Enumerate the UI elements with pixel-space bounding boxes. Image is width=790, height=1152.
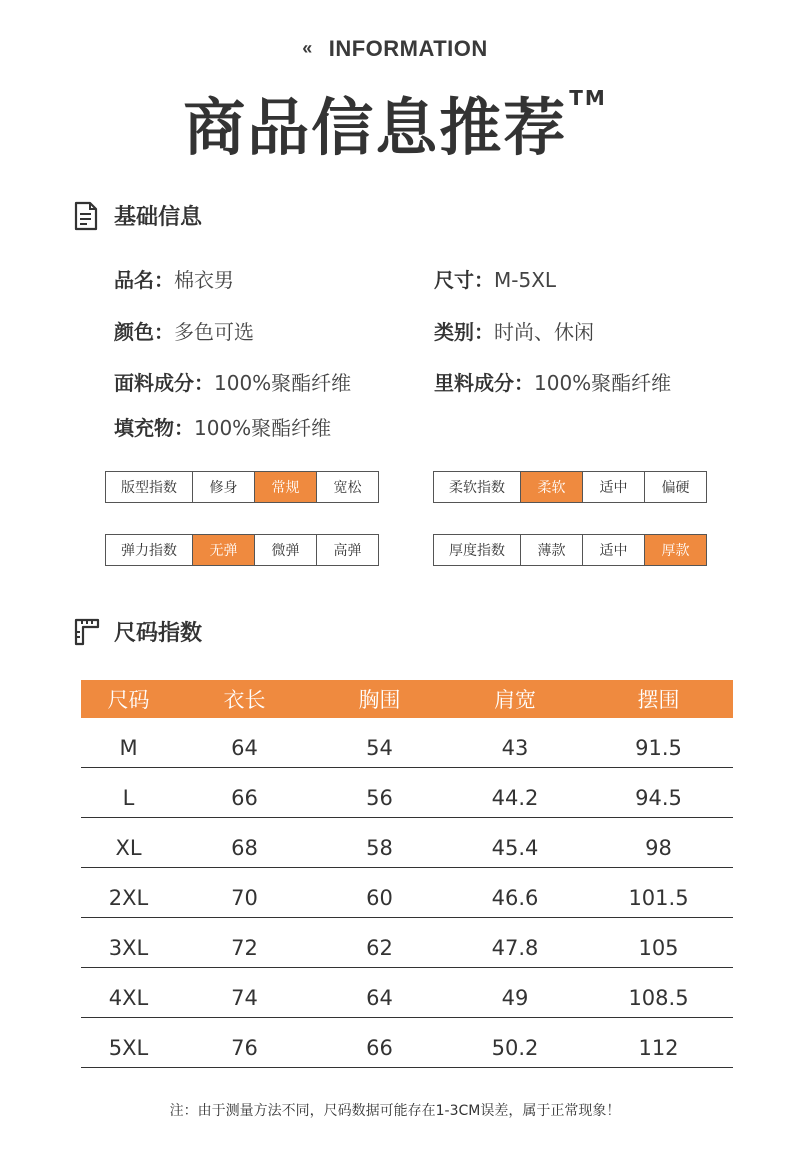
info-item-name <box>114 264 234 293</box>
double-chevron-left-icon: « <box>302 38 313 58</box>
measurement-note: 注：由于测量方法不同，尺码数据可能存在1-3CM误差，属于正常现象！ <box>169 1103 621 1119</box>
table-cell: 46.6 <box>491 885 539 910</box>
page-title <box>0 78 790 167</box>
table-cell: 94.5 <box>635 785 682 810</box>
table-cell: 4XL <box>108 985 149 1010</box>
info-key: 类别： <box>434 320 494 344</box>
size-section-text: 尺码指数 <box>114 621 203 646</box>
table-cell: 47.8 <box>491 935 539 960</box>
table-cell: 5XL <box>108 1035 149 1060</box>
table-cell: 54 <box>366 735 393 760</box>
header-en-text: INFORMATION <box>328 36 488 61</box>
column-header: 尺码 <box>107 688 150 712</box>
info-value: M-5XL <box>494 268 557 292</box>
info-value: 棉衣男 <box>174 268 234 292</box>
document-icon <box>74 201 100 231</box>
scale-fit <box>105 471 379 503</box>
table-cell: 64 <box>366 985 393 1010</box>
scale-label: 弹力指数 <box>121 543 177 559</box>
scale-thickness <box>433 534 707 566</box>
table-row <box>81 968 733 1018</box>
info-item-lining <box>434 367 671 396</box>
info-key: 品名： <box>114 268 174 292</box>
page-title-text: 商品信息推荐 <box>183 91 568 164</box>
info-value: 时尚、休闲 <box>494 320 594 344</box>
table-cell: 74 <box>231 985 258 1010</box>
column-header: 胸围 <box>358 688 401 712</box>
table-cell: 101.5 <box>628 885 689 910</box>
size-section-title <box>74 616 202 647</box>
scale-option: 宽松 <box>316 472 378 502</box>
column-header: 肩宽 <box>494 688 536 712</box>
info-key: 填充物： <box>114 416 194 440</box>
table-cell: 60 <box>366 885 393 910</box>
table-cell: 43 <box>501 735 529 760</box>
table-cell: L <box>122 785 135 810</box>
scale-option: 高弹 <box>316 535 378 565</box>
table-cell: 62 <box>366 935 393 960</box>
scale-option: 薄款 <box>520 535 582 565</box>
scale-option: 微弹 <box>254 535 316 565</box>
scale-option: 适中 <box>582 535 644 565</box>
scale-option: 适中 <box>582 472 644 502</box>
column-header: 衣长 <box>223 688 266 712</box>
scale-option-selected: 厚款 <box>644 535 706 565</box>
table-cell: 66 <box>231 785 258 810</box>
table-cell: 108.5 <box>628 985 689 1010</box>
table-cell: 70 <box>231 885 258 910</box>
scale-option: 偏硬 <box>644 472 706 502</box>
table-cell: 76 <box>231 1035 258 1060</box>
table-cell: 3XL <box>108 935 149 960</box>
size-table-header <box>81 680 733 718</box>
info-item-fabric <box>114 367 351 396</box>
table-cell: 72 <box>231 935 258 960</box>
scale-label: 厚度指数 <box>449 543 505 559</box>
table-cell: 91.5 <box>635 735 682 760</box>
table-row <box>81 1018 733 1068</box>
table-cell: 112 <box>638 1035 679 1060</box>
scale-label: 柔软指数 <box>449 480 505 496</box>
info-item-size <box>434 264 556 293</box>
info-key: 里料成分： <box>434 371 534 395</box>
info-item-filling <box>114 412 331 441</box>
info-item-color <box>114 316 254 345</box>
table-cell: 105 <box>638 935 679 960</box>
table-cell: 50.2 <box>491 1035 539 1060</box>
info-value: 100%聚酯纤维 <box>534 371 672 395</box>
basic-info-title: 基础信息 <box>114 205 203 230</box>
info-key: 面料成分： <box>114 371 214 395</box>
scale-elasticity <box>105 534 379 566</box>
scale-option-selected: 常规 <box>254 472 316 502</box>
table-cell: 2XL <box>108 885 149 910</box>
trademark-mark: TM <box>569 86 607 110</box>
info-value: 100%聚酯纤维 <box>194 416 332 440</box>
scale-option: 修身 <box>192 472 254 502</box>
table-cell: 98 <box>645 835 672 860</box>
table-cell: 68 <box>231 835 258 860</box>
table-row <box>81 718 733 768</box>
basic-info-section-title <box>74 200 202 231</box>
info-key: 尺寸： <box>434 268 494 292</box>
table-row <box>81 818 733 868</box>
table-cell: M <box>119 735 138 760</box>
info-value: 100%聚酯纤维 <box>214 371 352 395</box>
table-cell: 44.2 <box>491 785 539 810</box>
scale-label: 版型指数 <box>121 480 177 496</box>
table-row <box>81 768 733 818</box>
size-table <box>81 680 733 1068</box>
info-item-category <box>434 316 594 345</box>
info-key: 颜色： <box>114 320 174 344</box>
table-cell: 56 <box>366 785 393 810</box>
scale-softness <box>433 471 707 503</box>
ruler-icon <box>74 617 100 647</box>
table-cell: 66 <box>366 1035 393 1060</box>
scale-option-selected: 无弹 <box>192 535 254 565</box>
table-row <box>81 868 733 918</box>
table-row <box>81 918 733 968</box>
header-en-title <box>0 36 790 62</box>
table-cell: 64 <box>231 735 258 760</box>
column-header: 摆围 <box>637 688 680 712</box>
table-cell: XL <box>115 835 142 860</box>
table-cell: 58 <box>366 835 393 860</box>
info-value: 多色可选 <box>174 320 254 344</box>
scale-option-selected: 柔软 <box>520 472 582 502</box>
table-cell: 45.4 <box>491 835 539 860</box>
table-cell: 49 <box>501 985 529 1010</box>
